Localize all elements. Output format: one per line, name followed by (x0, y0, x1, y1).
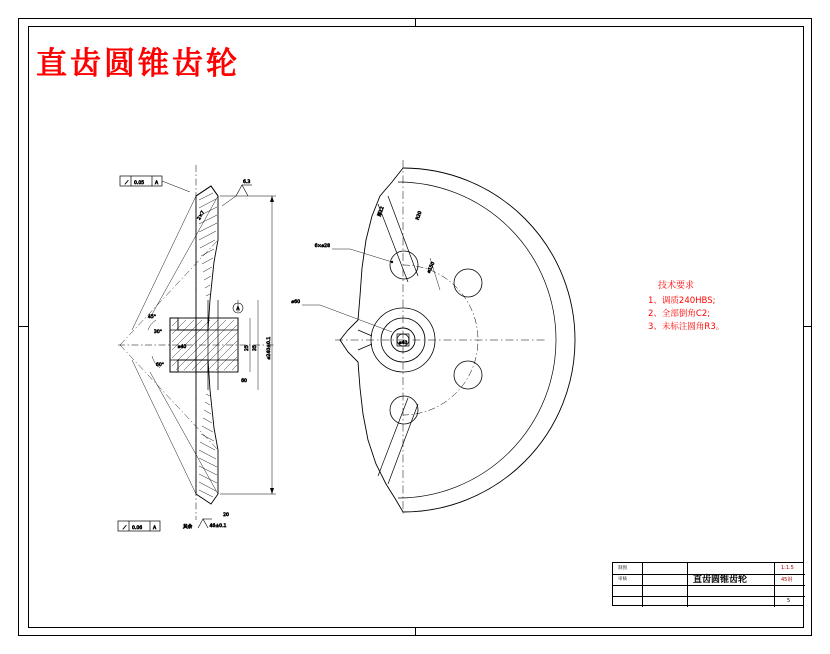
tb-sheet-no: 5 (787, 598, 791, 604)
technical-requirement-line: 1、调质240HBS; (648, 296, 716, 306)
page-title: 直齿圆锥齿轮 (36, 46, 240, 82)
svg-text:R20: R20 (415, 210, 424, 221)
svg-text:2×7: 2×7 (196, 210, 207, 222)
hole-lower-right (454, 361, 482, 389)
svg-text:6×⌀28: 6×⌀28 (314, 244, 330, 249)
svg-text:⌀40: ⌀40 (398, 341, 408, 346)
hole-upper-right (454, 269, 482, 297)
svg-text:⌀60: ⌀60 (291, 300, 300, 305)
svg-text:46±0.1: 46±0.1 (209, 524, 227, 529)
svg-text:⌀150: ⌀150 (426, 261, 437, 275)
tb-part-name: 直齿圆锥齿轮 (693, 575, 748, 585)
tb-scale: 1:1.5 (781, 565, 794, 571)
tb-hline-5 (774, 585, 805, 586)
gear-top-cone-face (196, 186, 218, 196)
technical-requirement-line: 3、未标注圆角R3。 (648, 322, 725, 332)
svg-text:35: 35 (253, 345, 258, 351)
svg-text:30°: 30° (153, 330, 163, 335)
svg-text:60: 60 (241, 379, 247, 384)
svg-text:0.06: 0.06 (132, 526, 143, 531)
svg-text:45°: 45° (147, 315, 157, 320)
svg-text:25: 25 (245, 345, 250, 351)
svg-text:厚12: 厚12 (377, 206, 386, 218)
svg-text:⌀40: ⌀40 (177, 345, 187, 350)
hub-step-lower (196, 360, 208, 372)
technical-requirement-line: 2、全部倒角C2; (648, 309, 711, 319)
tb-hline-3 (613, 596, 805, 597)
tb-material: 45钢 (781, 577, 793, 583)
svg-text:⟋: ⟋ (125, 181, 129, 186)
svg-text:6.3: 6.3 (243, 180, 251, 185)
tb-hline-4 (774, 574, 805, 575)
svg-text:其余: 其余 (183, 525, 193, 530)
technical-requirements-heading: 技术要求 (658, 281, 695, 291)
hole-bottom (390, 396, 418, 424)
svg-text:20: 20 (223, 513, 229, 518)
svg-text:60°: 60° (155, 363, 165, 368)
svg-text:0.05: 0.05 (134, 181, 145, 186)
tb-hline-2 (613, 585, 774, 586)
svg-text:A: A (236, 307, 240, 312)
svg-text:⌀240±0.1: ⌀240±0.1 (267, 336, 272, 360)
tb-cell-checker-label: 审核 (618, 577, 627, 582)
svg-text:A: A (153, 526, 157, 531)
svg-text:⟋: ⟋ (123, 526, 127, 531)
tb-cell-drawer-label: 制图 (618, 566, 627, 571)
title-block (612, 562, 804, 606)
svg-text:A: A (155, 181, 159, 186)
